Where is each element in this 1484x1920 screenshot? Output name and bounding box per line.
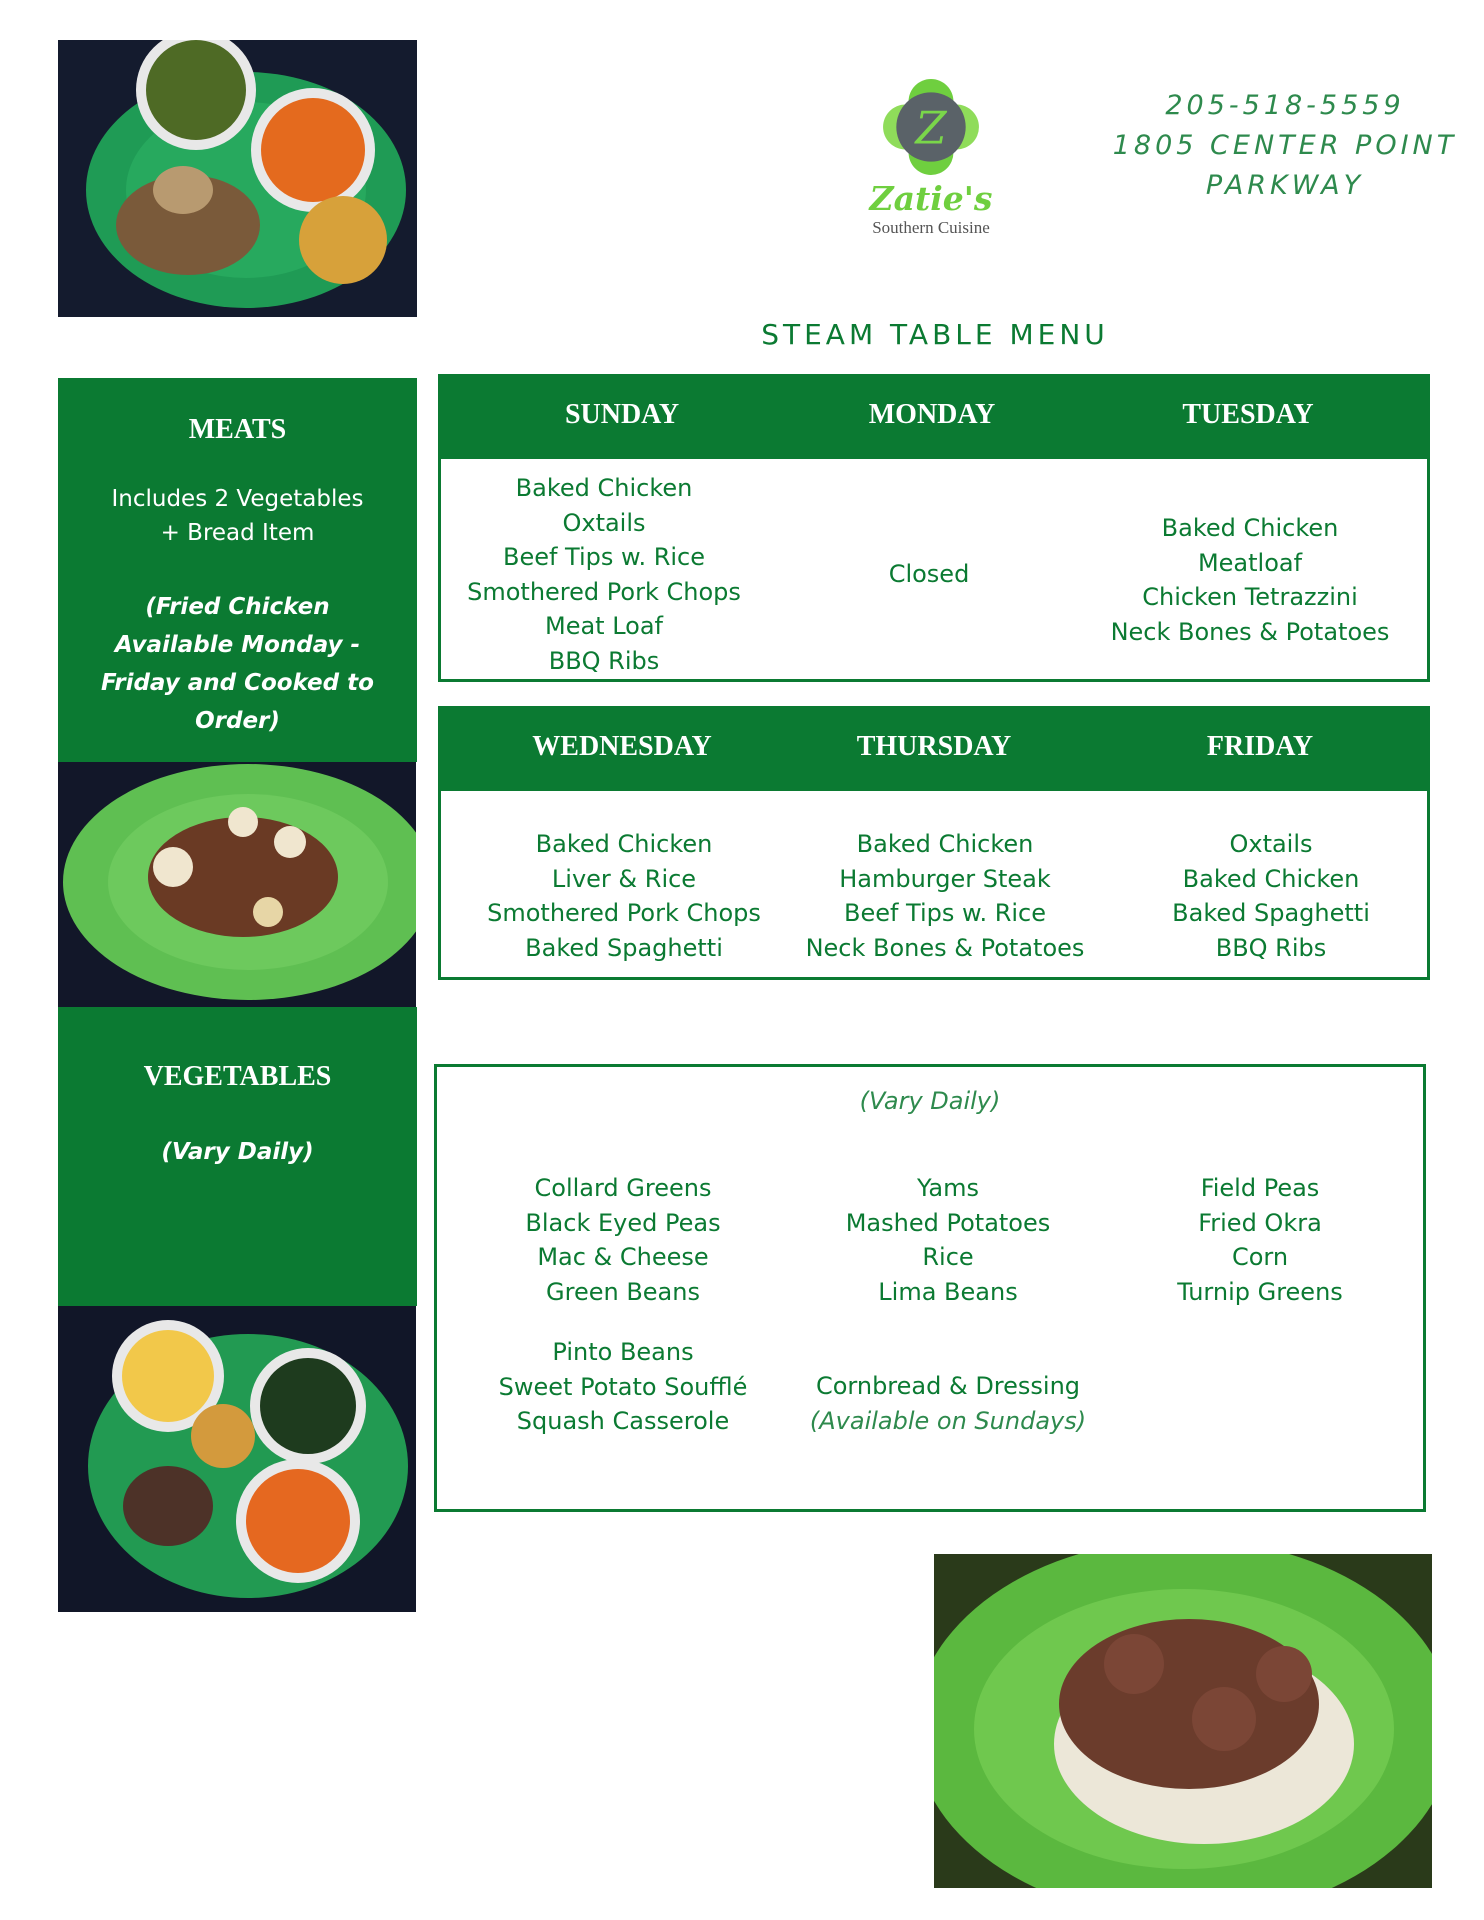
vegetables-panel <box>58 1007 417 1306</box>
meats-note-line-2: Available Monday - <box>114 632 361 658</box>
list-item: Green Beans <box>546 1277 700 1306</box>
list-item: Baked Chicken <box>515 474 693 502</box>
photo-oxtail-plate <box>58 762 416 1007</box>
contact-block <box>1110 86 1460 206</box>
meats-note-line-4: Order) <box>195 708 280 734</box>
list-item: Mashed Potatoes <box>845 1208 1051 1237</box>
vegetables-table <box>434 1064 1426 1512</box>
wednesday-items <box>464 827 784 965</box>
photo-chicken-plate-image <box>58 40 417 317</box>
photo-beef-tips-plate-image <box>934 1554 1432 1888</box>
list-item: BBQ Ribs <box>548 646 660 675</box>
list-item: Neck Bones & Potatoes <box>805 933 1085 962</box>
vegetables-col-2 <box>783 1171 1113 1309</box>
day-name-friday: FRIDAY <box>1206 731 1314 762</box>
meats-note-line-3: Friday and Cooked to <box>101 670 374 696</box>
list-item: Oxtails <box>1229 830 1313 858</box>
list-item: BBQ Ribs <box>1215 933 1327 962</box>
vegetables-note: (Vary Daily) <box>859 1087 1001 1115</box>
vegetables-heading: VEGETABLES <box>143 1061 332 1092</box>
list-item: Baked Chicken <box>1182 864 1360 893</box>
list-item: Meatloaf <box>1197 548 1303 577</box>
list-item: Baked Chicken <box>856 830 1034 858</box>
vegetables-col-3 <box>1095 1171 1425 1309</box>
meats-panel <box>58 378 417 762</box>
meats-heading: MEATS <box>188 414 287 445</box>
cornbread-availability-note: (Available on Sundays) <box>809 1406 1087 1435</box>
list-item: Beef Tips w. Rice <box>502 543 706 571</box>
logo-letter: Z <box>915 101 947 155</box>
address-line-1: 1805 CENTER POINT <box>1112 130 1458 161</box>
list-item: Closed <box>888 560 970 588</box>
list-item: Mac & Cheese <box>537 1243 709 1271</box>
menu-title: STEAM TABLE MENU <box>761 318 1109 351</box>
photo-chicken-plate <box>58 40 417 317</box>
thursday-items <box>785 827 1105 965</box>
meats-includes-line-1: Includes 2 Vegetables <box>111 486 364 512</box>
day-table-top-header <box>441 377 1427 459</box>
photo-vegetable-plate-image <box>58 1306 416 1612</box>
phone-number[interactable]: 205-518-5559 <box>1165 90 1405 121</box>
list-item: Black Eyed Peas <box>525 1208 721 1237</box>
day-name-sunday: SUNDAY <box>564 399 680 430</box>
list-item: Fried Okra <box>1198 1208 1322 1237</box>
tuesday-items <box>1090 511 1410 649</box>
list-item: Liver & Rice <box>551 864 697 893</box>
list-item: Baked Chicken <box>535 830 713 858</box>
list-item: Rice <box>922 1243 974 1271</box>
day-table-bottom <box>438 706 1430 980</box>
sunday-items <box>444 471 764 678</box>
vegetables-col-1-extra <box>458 1335 788 1439</box>
list-item: Neck Bones & Potatoes <box>1110 617 1390 646</box>
list-item: Hamburger Steak <box>839 864 1051 893</box>
list-item: Field Peas <box>1200 1174 1320 1202</box>
vegetables-col-2-extra <box>783 1369 1113 1438</box>
list-item: Pinto Beans <box>552 1338 694 1366</box>
brand-logo <box>858 76 1004 248</box>
list-item: Yams <box>917 1174 979 1202</box>
meats-note-line-1: (Fried Chicken <box>145 594 330 620</box>
day-name-monday: MONDAY <box>868 399 996 430</box>
list-item: Lima Beans <box>878 1277 1018 1306</box>
vegetables-panel-note: (Vary Daily) <box>161 1139 314 1165</box>
list-item: Turnip Greens <box>1177 1277 1343 1306</box>
list-item: Beef Tips w. Rice <box>843 899 1047 927</box>
list-item: Smothered Pork Chops <box>467 577 741 606</box>
vegetables-col-1 <box>458 1171 788 1309</box>
brand-name: Zatie's <box>869 179 993 218</box>
brand-tagline: Southern Cuisine <box>872 218 990 237</box>
photo-oxtail-plate-image <box>58 762 416 1007</box>
list-item: Sweet Potato Soufflé <box>498 1372 748 1401</box>
meats-includes-line-2: + Bread Item <box>160 520 315 546</box>
day-name-wednesday: WEDNESDAY <box>532 731 712 762</box>
logo-emblem-icon <box>880 76 982 178</box>
day-name-thursday: THURSDAY <box>856 731 1012 762</box>
friday-items <box>1111 827 1431 965</box>
monday-items <box>769 557 1089 592</box>
list-item: Chicken Tetrazzini <box>1142 583 1358 611</box>
list-item: Cornbread & Dressing <box>815 1372 1081 1400</box>
list-item: Meat Loaf <box>544 612 663 640</box>
list-item: Smothered Pork Chops <box>487 899 761 927</box>
address-line-2: PARKWAY <box>1205 170 1365 201</box>
list-item: Baked Spaghetti <box>525 933 723 962</box>
list-item: Corn <box>1231 1243 1289 1271</box>
list-item: Collard Greens <box>534 1174 712 1202</box>
day-table-top <box>438 374 1430 682</box>
day-table-bottom-header <box>441 709 1427 791</box>
list-item: Baked Spaghetti <box>1172 899 1370 927</box>
list-item: Baked Chicken <box>1161 514 1339 542</box>
list-item: Squash Casserole <box>516 1407 730 1435</box>
day-name-tuesday: TUESDAY <box>1182 399 1314 430</box>
list-item: Oxtails <box>562 508 646 537</box>
photo-beef-tips-plate <box>934 1554 1432 1888</box>
photo-vegetable-plate <box>58 1306 416 1612</box>
